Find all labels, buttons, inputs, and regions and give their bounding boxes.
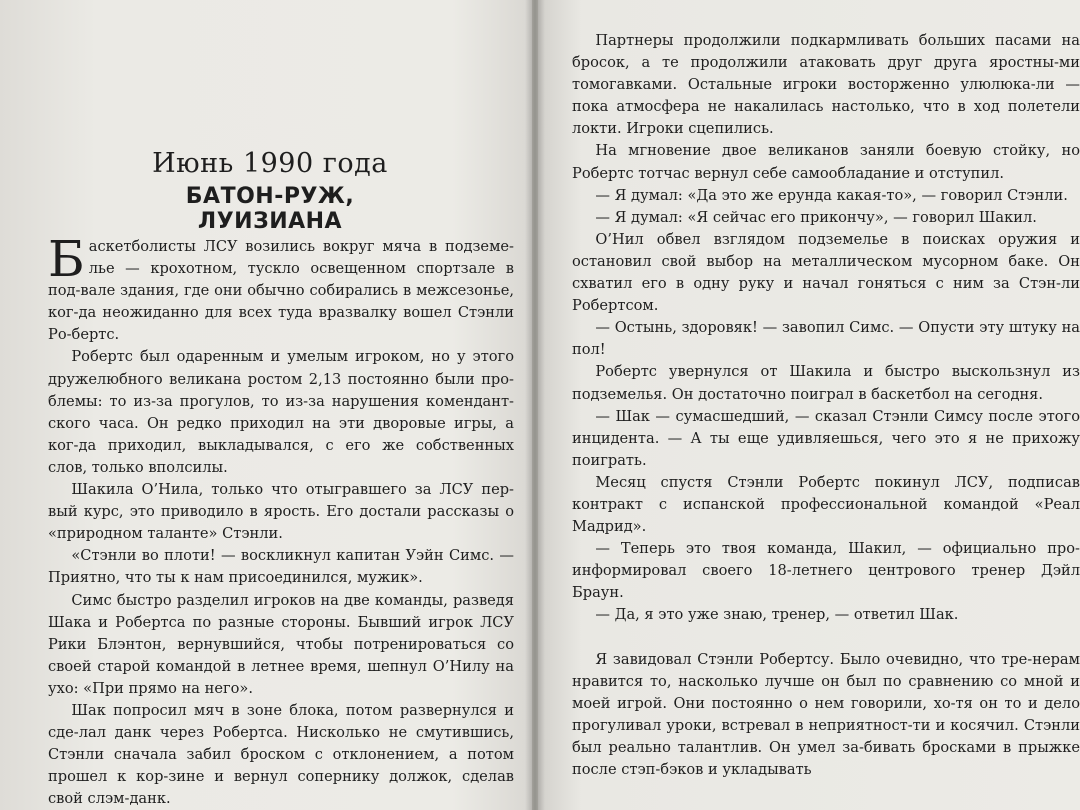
opening-paragraph: [48, 230, 514, 346]
paragraph: «Стэнли во плоти! — воскликнул капитан Уэйн Симс. — Приятно, что ты к нам присоединился, мужик».: [48, 547, 514, 587]
paragraph-text: аскетболисты ЛСУ возились вокруг мяча в подземе-лье — крохотном, тускло освещенном спортзале в под-вале здания, где они обычно собирались в межсезонье, ког-да неожиданно для всех туда вразвалку вошел Стэнли Ро-бертс.: [48, 238, 514, 344]
paragraph: Партнеры продолжили подкармливать больших пасами на бросок, а те продолжили атаковать друг друга яростны-ми томогавками. Остальные игроки восторженно улюлюка-ли — пока атмосфера не накалилась настолько, что в ход полетели локти. Игроки сцепились.: [572, 32, 1080, 138]
left-page: [0, 0, 532, 810]
right-page: [538, 0, 1080, 810]
paragraph: На мгновение двое великанов заняли боевую стойку, но Робертс тотчас вернул себе самообладание и отступил.: [572, 142, 1080, 182]
paragraph: О’Нил обвел взглядом подземелье в поисках оружия и остановил свой выбор на металлическом мусорном баке. Он схватил его в одну руку и начал гоняться с ним за Стэн-ли Робертсом.: [572, 230, 1080, 315]
paragraph: Шакила О’Нила, только что отыгравшего за ЛСУ пер-вый курс, это приводило в ярость. Его достали рассказы о «природном таланте» Стэнли.: [48, 481, 514, 543]
paragraph: — Теперь это твоя команда, Шакил, — официально про-информировал своего 18-летнего центрового тренер Дэйл Браун.: [572, 540, 1080, 602]
paragraph: — Я думал: «Я сейчас его прикончу», — говорил Шакил.: [595, 208, 1037, 226]
paragraph: Месяц спустя Стэнли Робертс покинул ЛСУ, подписав контракт с испанской профессиональной командой «Реал Мадрид».: [572, 473, 1080, 536]
chapter-date-heading: Июнь 1990 года: [152, 148, 388, 179]
paragraph: Симс быстро разделил игроков на две команды, разведя Шака и Робертса по разные стороны. Бывший игрок ЛСУ Рики Блэнтон, вернувшийся, чтобы потренироваться со своей старой командой в летнее время, шепнул О’Нилу на ухо: «При прямо на него».: [48, 591, 514, 697]
paragraph: Я завидовал Стэнли Робертсу. Было очевидно, что тре-нерам нравится то, насколько лучше он был по сравнению со мной и моей игрой. Они постоянно о нем говорили, хо-тя он то и дело прогуливал уроки, встревал в неприятност-ти и косячил. Стэнли был реально талантлив. Он умел за-бивать бросками в прыжке после стэп-бэков и укладывать: [572, 650, 1080, 778]
book-gutter-shadow: [525, 0, 545, 810]
right-body-text: [572, 30, 1080, 781]
paragraph: Шак попросил мяч в зоне блока, потом развернулся и сде-лал данк через Робертса. Нисколько не смутившись, Стэнли сначала забил броском с отклонением, а потом прошел к кор-зине и вернул сопернику должок, сделав свой слэм-данк.: [48, 701, 514, 808]
paragraph: — Да, я это уже знаю, тренер, — ответил Шак.: [595, 606, 959, 624]
paragraph: Робертс был одаренным и умелым игроком, но у этого дружелюбного великана ростом 2,13 постоянно были про-блемы: то из-за прогулов, то из-за нарушения комендант-ского часа. Он редко приходил на эти дворовые игры, а ког-да приходил, выкладывался, с его же собственных слов, только вполсилы.: [48, 348, 514, 476]
paragraph: — Я думал: «Да это же ерунда какая-то», — говорил Стэнли.: [595, 186, 1068, 204]
paragraph: — Шак — сумасшедший, — сказал Стэнли Симсу после этого инцидента. — А ты еще удивляешься, чего это я не прихожу поиграть.: [572, 407, 1080, 469]
paragraph: Робертс увернулся от Шакила и быстро выскользнул из подземелья. Он достаточно поиграл в баскетбол на сегодня.: [572, 363, 1080, 403]
left-body-text: [48, 230, 514, 810]
paragraph: — Остынь, здоровяк! — завопил Симс. — Опусти эту штуку на пол!: [572, 319, 1080, 359]
drop-cap-letter: Б: [48, 230, 85, 288]
chapter-place-heading: БАТОН-РУЖ, ЛУИЗИАНА: [185, 184, 355, 234]
